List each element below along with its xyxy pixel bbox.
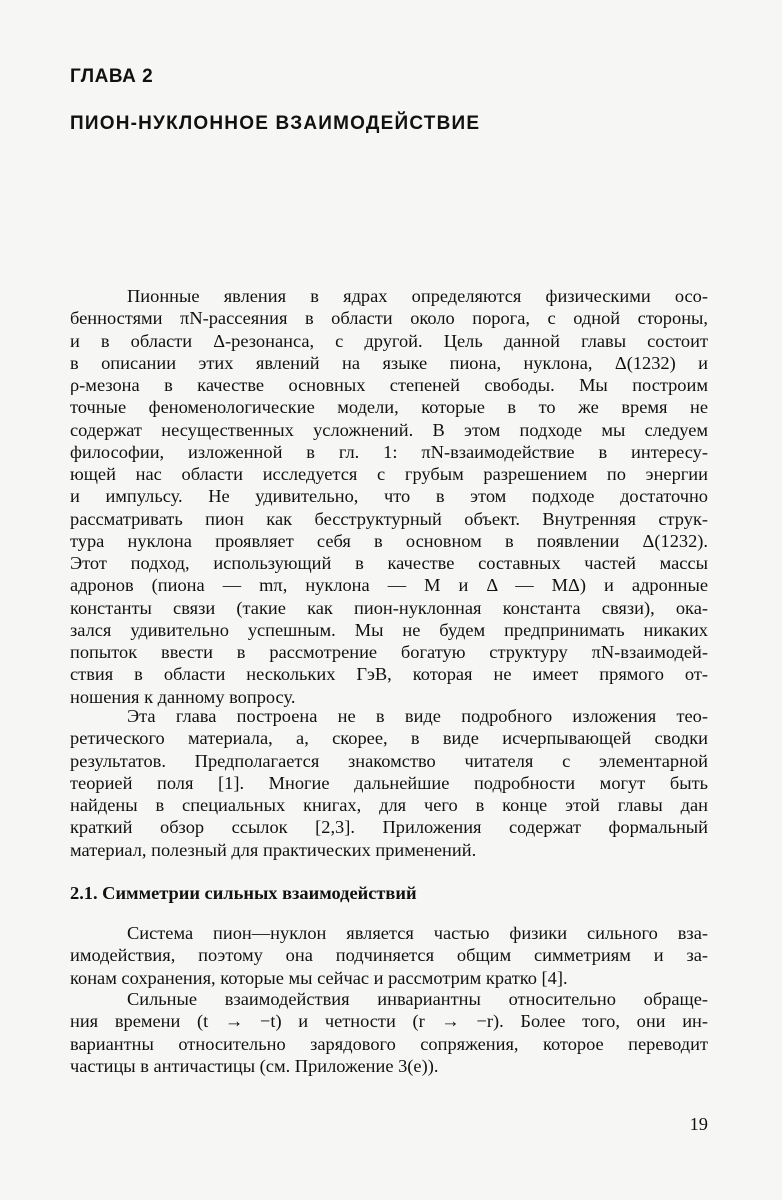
text-line: ретического материала, а, скорее, в виде исчерпывающей сводки [70, 728, 708, 749]
text-line: попыток ввести в рассмотрение богатую структуру πN-взаимодей- [70, 642, 708, 662]
text-line: константы связи (такие как пион-нуклонная константа связи), ока- [70, 597, 708, 618]
text-line: философии, изложенной в гл. 1: πN-взаимодействие в интересу- [70, 441, 708, 462]
text-line: материал, полезный для практических применений. [70, 839, 477, 860]
chapter-label: ГЛАВА 2 [70, 66, 154, 87]
text-line: Эта глава построена не в виде подробного изложения тео- [127, 706, 708, 726]
text-line: ρ-мезона в качестве основных степеней свободы. Мы построим [70, 375, 708, 395]
paragraph-invariance [70, 988, 708, 1077]
text-line: и импульсу. Не удивительно, что в этом подходе достаточно [70, 486, 708, 507]
text-line: ния времени (t → −t) и четности (r → −r). Более того, они ин- [70, 1011, 708, 1032]
text-line: краткий обзор ссылок [2,3]. Приложения содержат формальный [70, 817, 708, 838]
paragraph-intro [70, 285, 708, 708]
text-line: результатов. Предполагается знакомство читателя с элементарной [70, 750, 708, 771]
section-heading: 2.1. Симметрии сильных взаимодействий [70, 883, 417, 903]
text-line: адронов (пиона — mπ, нуклона — M и Δ — MΔ) и адронные [70, 575, 708, 596]
text-line: найдены в специальных книгах, для чего в конце этой главы дан [70, 795, 708, 815]
text-line: Этот подход, использующий в качестве составных частей массы [70, 553, 708, 573]
text-line: Пионные явления в ядрах определяются физическими осо- [127, 286, 708, 306]
chapter-title: ПИОН-НУКЛОННОЕ ВЗАИМОДЕЙСТВИЕ [70, 113, 481, 134]
text-line: Сильные взаимодействия инвариантны относительно обраще- [127, 989, 708, 1009]
text-line: зался удивительно успешным. Мы не будем предпринимать никаких [70, 619, 708, 640]
text-line: частицы в античастицы (см. Приложение 3(e)). [70, 1055, 439, 1076]
text-line: точные феноменологические модели, которые в то же время не [70, 397, 708, 418]
text-line: в описании этих явлений на языке пиона, нуклона, Δ(1232) и [70, 352, 708, 373]
text-line: имодействия, поэтому она подчиняется общим симметриям и за- [70, 945, 708, 966]
text-line: Система пион—нуклон является частью физики сильного вза- [127, 923, 708, 943]
text-line: ствия в области нескольких ГэВ, которая не имеет прямого от- [70, 664, 708, 685]
text-line: ющей нас области исследуется с грубым разрешением по энергии [70, 464, 708, 484]
text-line: рассматривать пион как бесструктурный объект. Внутренняя струк- [70, 508, 708, 529]
text-line: вариантны относительно зарядового сопряжения, которое переводит [70, 1033, 708, 1054]
paragraph-overview [70, 705, 708, 861]
page-number: 19 [689, 1114, 708, 1134]
text-line: тура нуклона проявляет себя в основном в появлении Δ(1232). [70, 530, 708, 551]
text-line: содержат несущественных усложнений. В этом подходе мы следуем [70, 419, 708, 440]
text-line: и в области Δ-резонанса, с другой. Цель данной главы состоит [70, 330, 708, 351]
text-line: ношения к данному вопросу. [70, 686, 296, 707]
text-line: теорией поля [1]. Многие дальнейшие подробности могут быть [70, 772, 708, 793]
text-line: конам сохранения, которые мы сейчас и рассмотрим кратко [4]. [70, 967, 568, 988]
paragraph-pion-nucleon-system [70, 922, 708, 989]
text-line: бенностями πN-рассеяния в области около порога, с одной стороны, [70, 308, 708, 329]
